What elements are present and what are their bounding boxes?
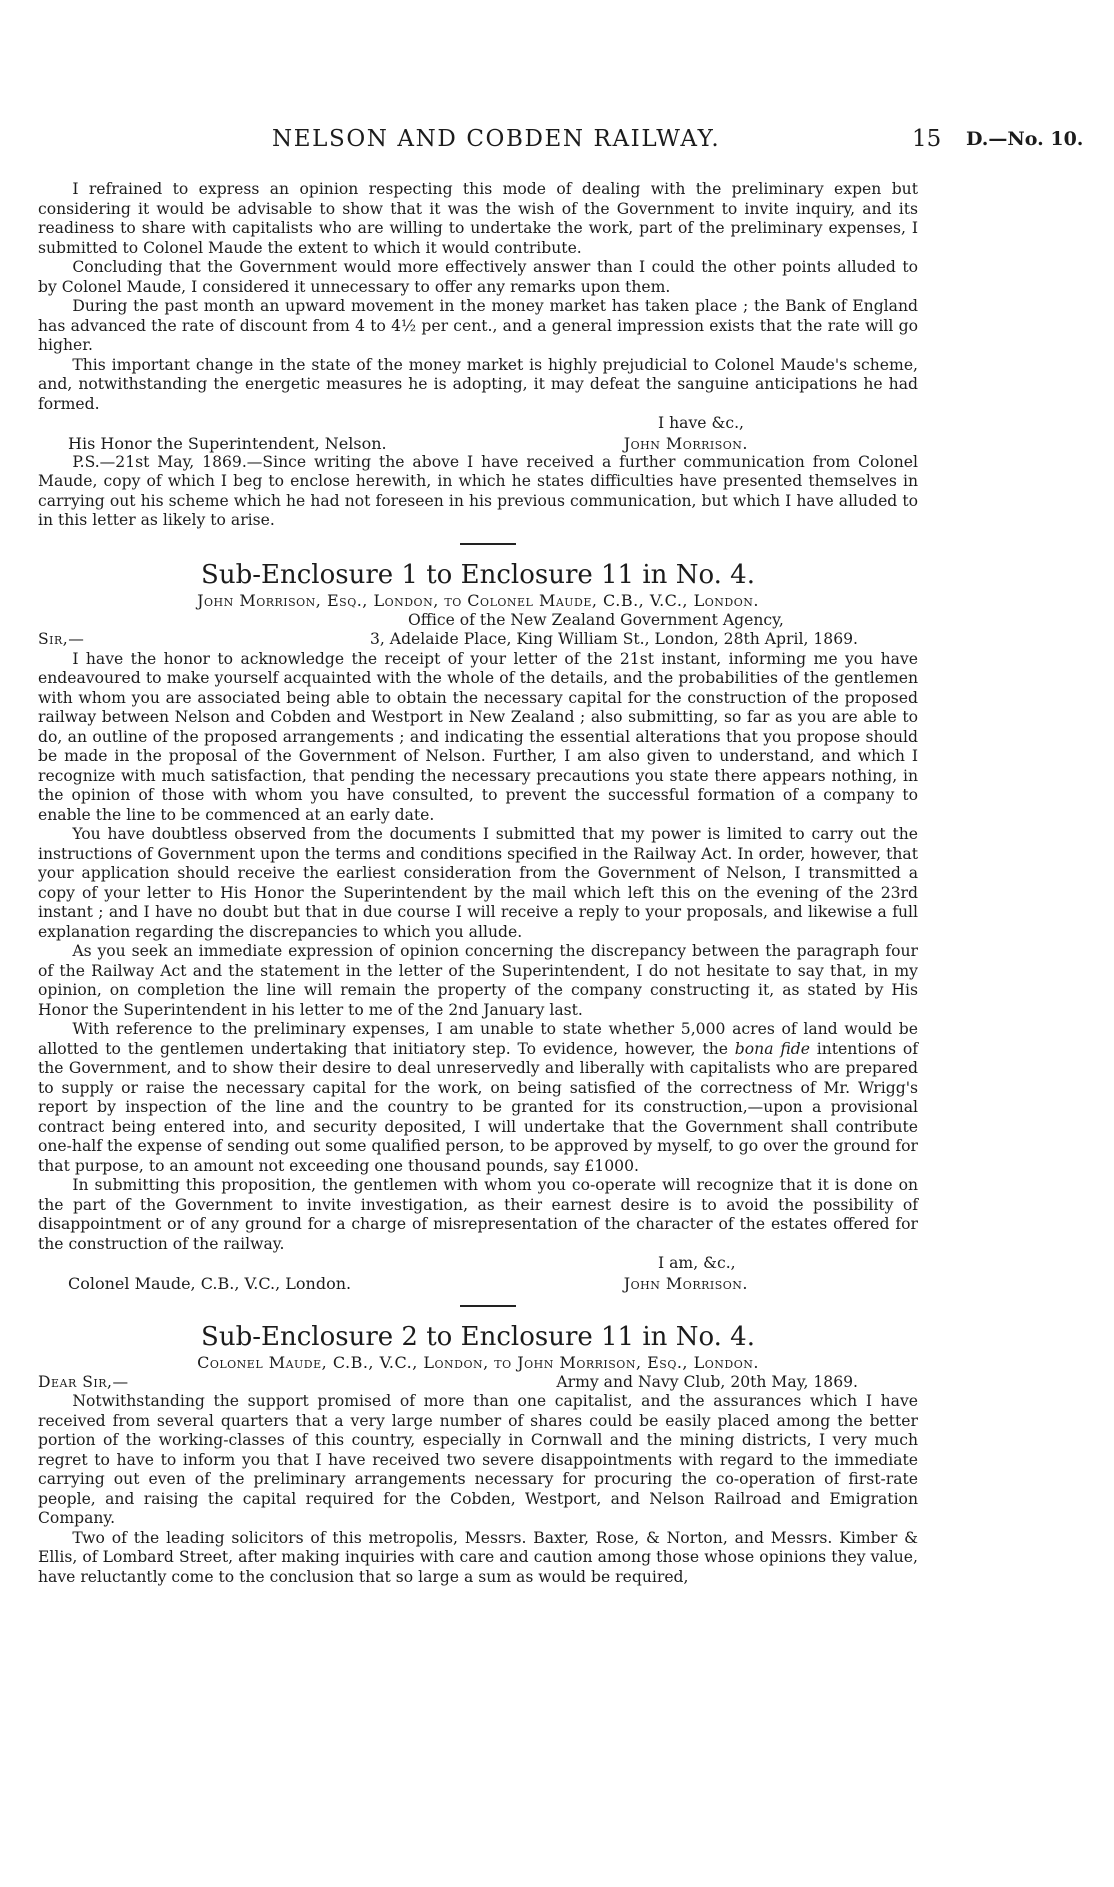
- section-heading: Sub-Enclosure 2 to Enclosure 11 in No. 4.: [201, 1321, 755, 1352]
- sub-enclosure-1: [38, 559, 918, 1293]
- page-number: 15: [912, 126, 942, 152]
- paragraph: During the past month an upward movement in the money market has taken place ; the Bank of England has advanced the rate of discount from 4 to 4½ per cent., and a general impression exists that the rate will go higher.: [38, 297, 918, 354]
- paragraph: This important change in the state of the money market is highly prejudicial to Colonel Maude's scheme, and, notwithstanding the energetic measures he is adopting, it may defeat the sanguine anticipations he had formed.: [38, 355, 918, 413]
- valediction: I have &c.,: [658, 414, 744, 432]
- signature: John Morrison.: [623, 1273, 748, 1293]
- salutation: Dear Sir,—: [38, 1372, 129, 1391]
- paragraph: I refrained to express an opinion respecting this mode of dealing with the preliminary expen but considering it would be advisable to show that it was the wish of the Government to invite inquiry, and its readiness to share with capitalists who are willing to undertake the work, part of the preliminary expenses, I submitted to Colonel Maude the extent to which it would contribute.: [38, 180, 918, 257]
- salutation-row: [38, 630, 918, 650]
- address-date-line: 3, Adelaide Place, King William St., London, 28th April, 1869.: [369, 630, 858, 648]
- salutation: Sir,—: [38, 630, 85, 648]
- paragraph: Concluding that the Government would more effectively answer than I could the other points alluded to by Colonel Maude, I considered it unnecessary to offer any remarks upon them.: [38, 258, 918, 296]
- section-divider: [460, 1305, 516, 1307]
- paragraph-text: With reference to the preliminary expenses, I am unable to state whether 5,000 acres of land would be allotted to the gentlemen undertaking that initiatory step. To evidence, however, the: [38, 1020, 918, 1058]
- sub-enclosure-2: [38, 1321, 918, 1588]
- byline: John Morrison, Esq., London, to Colonel Maude, C.B., V.C., London.: [197, 590, 759, 610]
- address-date-line: Army and Navy Club, 20th May, 1869.: [556, 1372, 858, 1391]
- paragraph: You have doubtless observed from the documents I submitted that my power is limited to carry out the instructions of Government upon the terms and conditions specified in the Railway Act. In order, however, that your application should receive the earliest consideration from the Government of Nelson, I transmitted a copy of your letter to His Honor the Superintendent by the mail which left this on the evening of the 23rd instant ; and I have no doubt but that in due course I will receive a reply to your proposals, and likewise a full explanation regarding the discrepancies to which you allude.: [38, 825, 918, 941]
- postscript: P.S.—21st May, 1869.—Since writing the above I have received a further communication from Colonel Maude, copy of which I beg to enclose herewith, in which he states difficulties have presented themselves in carrying out his scheme which he had not foreseen in his previous communication, but which I have alluded to in this letter as likely to arise.: [38, 452, 918, 529]
- italic-phrase: bona fide: [734, 1039, 810, 1058]
- byline: Colonel Maude, C.B., V.C., London, to John Morrison, Esq., London.: [197, 1352, 759, 1372]
- page-header: [0, 126, 1114, 158]
- paragraph: In submitting this proposition, the gentlemen with whom you co-operate will recognize that it is done on the part of the Government to invite investigation, as their earnest desire is to avoid the possibility of disappointment or of any ground for a charge of misrepresentation of the character of the estates offered for the construction of the railway.: [38, 1176, 918, 1253]
- section-divider: [460, 543, 516, 545]
- paragraph: Two of the leading solicitors of this metropolis, Messrs. Baxter, Rose, & Norton, and Messrs. Kimber & Ellis, of Lombard Street, after making inquiries with care and caution among those whose opinions they value, have reluctantly come to the conclusion that so large a sum as would be required,: [38, 1528, 918, 1586]
- addressee: His Honor the Superintendent, Nelson.: [68, 433, 387, 453]
- paragraph: Notwithstanding the support promised of more than one capitalist, and the assurances which I have received from several quarters that a very large number of shares could be easily placed among the better portion of the working-classes of this country, especially in Cornwall and the mining districts, I very much regret to have to inform you that I have received two severe disappointments with regard to the immediate carrying out even of the preliminary arrangements necessary for procuring the co-operation of first-rate people, and raising the capital required for the Cobden, Westport, and Nelson Railroad and Emigration Company.: [38, 1392, 918, 1527]
- running-title: NELSON AND COBDEN RAILWAY.: [272, 126, 721, 152]
- addressee: Colonel Maude, C.B., V.C., London.: [68, 1273, 352, 1293]
- signature: John Morrison.: [623, 433, 748, 453]
- address-line: Office of the New Zealand Government Agency,: [408, 610, 784, 629]
- body-column: [38, 180, 918, 1587]
- paragraph: I have the honor to acknowledge the receipt of your letter of the 21st instant, informing me you have endeavoured to make yourself acquainted with the whole of the details, and the probabilities of the gentlemen with whom you are associated being able to obtain the necessary capital for the construction of the proposed railway between Nelson and Cobden and Westport in New Zealand ; also submitting, so far as you are able to do, an outline of the proposed arrangements ; and indicating the essential alterations that you propose should be made in the proposal of the Government of Nelson. Further, I am also given to understand, and which I recognize with much satisfaction, that pending the necessary precautions you state there appears nothing, in the opinion of those with whom you have consulted, to prevent the successful formation of a company to enable the line to be commenced at an early date.: [38, 649, 918, 824]
- paragraph: As you seek an immediate expression of opinion concerning the discrepancy between the paragraph four of the Railway Act and the statement in the letter of the Superintendent, I do not hesitate to say that, in my opinion, on completion the line will remain the property of the company constructing it, as stated by His Honor the Superintendent in his letter to me of the 2nd January last.: [38, 942, 918, 1019]
- signature-row: [38, 1274, 918, 1293]
- section-heading: Sub-Enclosure 1 to Enclosure 11 in No. 4.: [201, 559, 755, 590]
- letter-morrison-to-superintendent: [38, 180, 918, 531]
- paragraph: [38, 1020, 918, 1176]
- salutation-row: [38, 1373, 918, 1393]
- signature-row: [38, 434, 918, 453]
- valediction: I am, &c.,: [658, 1254, 736, 1272]
- paragraph-text: intentions of the Government, and to show their desire to deal unreservedly and liberally with capitalists who are prepared to supply or raise the necessary capital for the work, on being satisfied of the correctness of Mr. Wrigg's report by inspection of the line and the country to be granted for its construction,—upon a provisional contract being entered into, and security deposited, I will undertake that the Government shall contribute one-half the expense of sending out some qualified person, to be approved by myself, to go over the ground for that purpose, to an amount not exceeding one thousand pounds, say £1000.: [38, 1039, 918, 1175]
- document-reference: D.—No. 10.: [966, 128, 1084, 150]
